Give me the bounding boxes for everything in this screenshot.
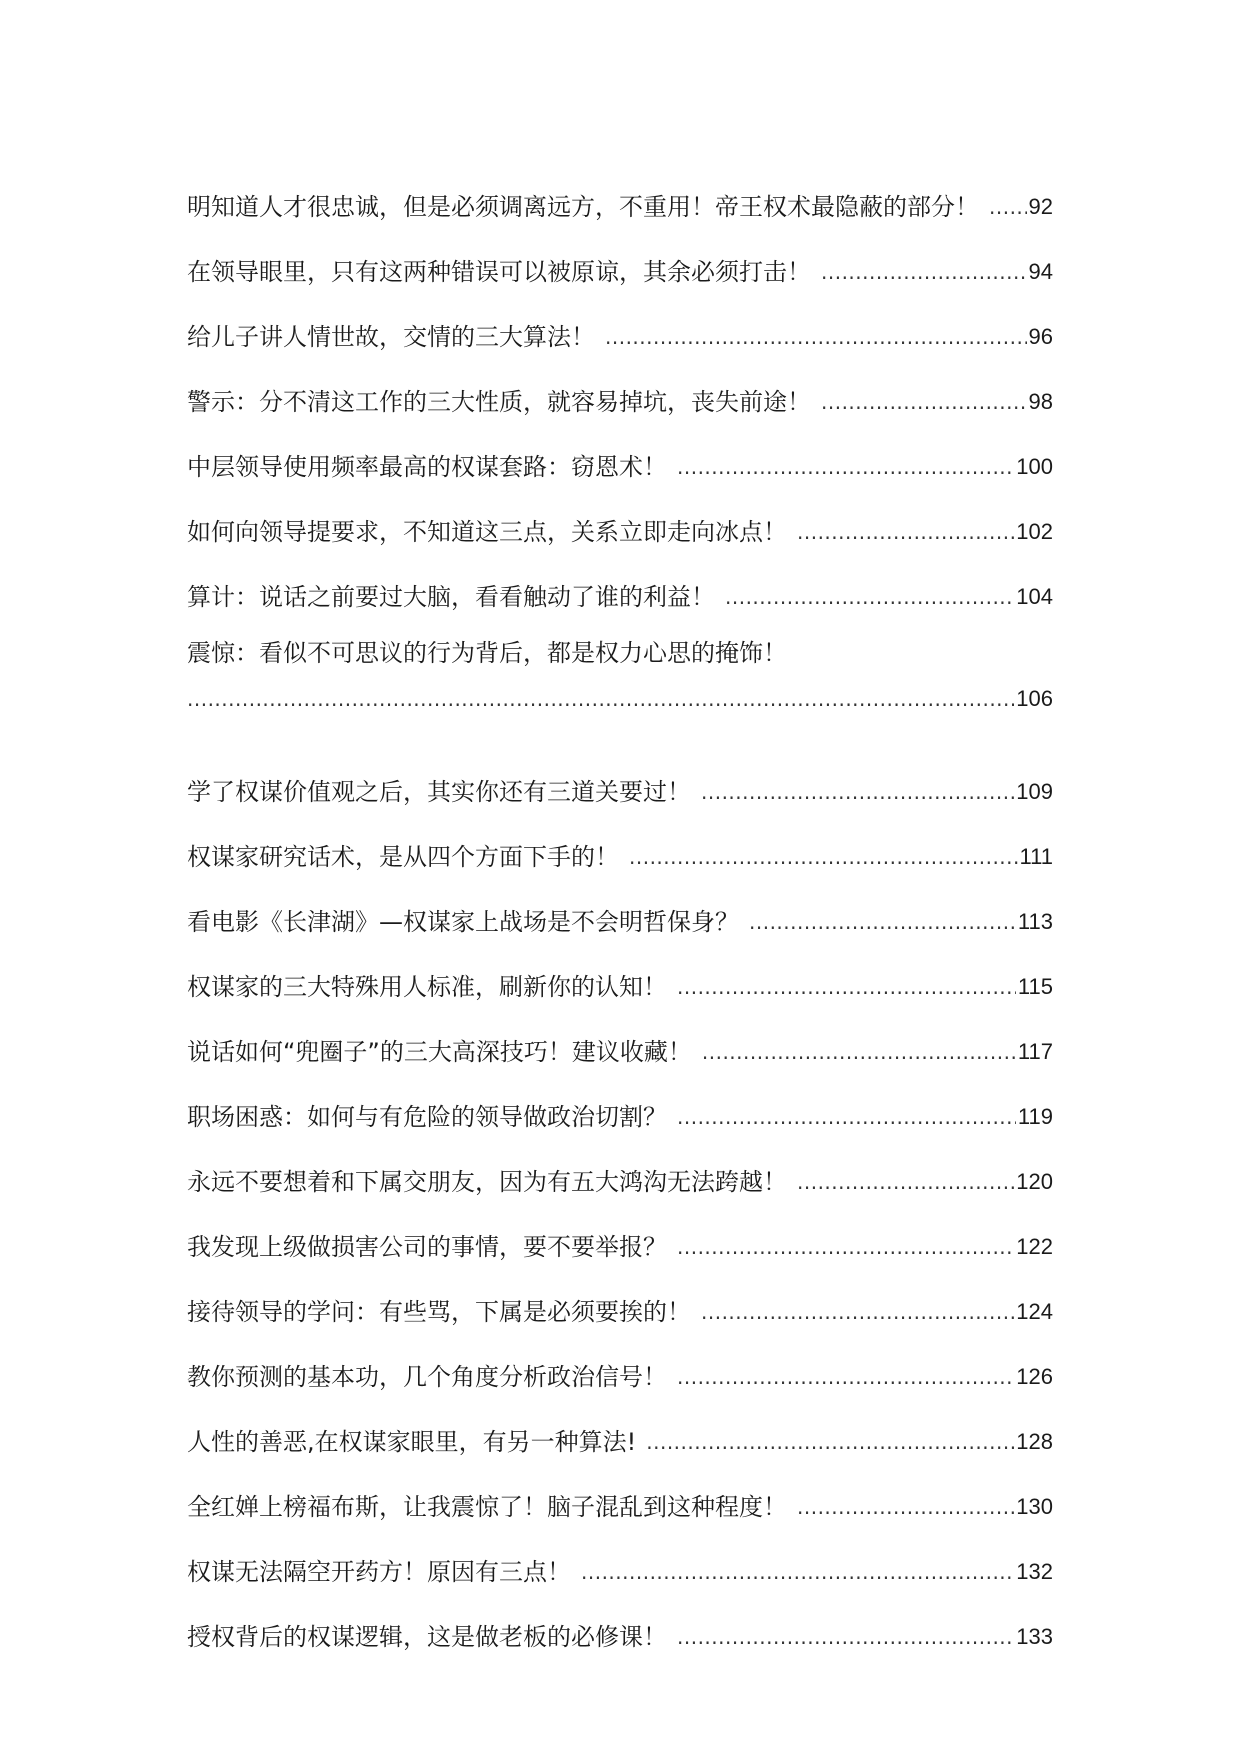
toc-dot-leader — [725, 579, 1014, 615]
toc-entry-title: 全红婵上榜福布斯，让我震惊了！脑子混乱到这种程度！ — [187, 1493, 787, 1521]
toc-entry-continuation — [187, 681, 1053, 717]
toc-entry[interactable] — [187, 635, 1053, 745]
toc-entry[interactable] — [187, 1070, 1053, 1135]
toc-page-number: 109 — [1016, 779, 1053, 804]
toc-page-number: 96 — [1028, 324, 1053, 349]
toc-page-number: 98 — [1028, 389, 1053, 414]
toc-entry-title: 说话如何“兜圈子”的三大高深技巧！建议收藏！ — [187, 1038, 692, 1066]
toc-entry-title: 在领导眼里，只有这两种错误可以被原谅，其余必须打击！ — [187, 258, 811, 286]
toc-page-number: 115 — [1017, 974, 1053, 999]
toc-entry[interactable] — [187, 1330, 1053, 1395]
toc-dot-leader — [701, 774, 1014, 810]
toc-entry-title: 看电影《长津湖》—权谋家上战场是不会明哲保身？ — [187, 908, 739, 936]
toc-dot-leader — [581, 1554, 1014, 1590]
toc-entry-title: 接待领导的学问：有些骂，下属是必须要挨的！ — [187, 1298, 691, 1326]
toc-dot-leader — [701, 1294, 1014, 1330]
toc-dot-leader — [677, 449, 1014, 485]
toc-page-number: 92 — [1028, 194, 1053, 219]
toc-dot-leader — [821, 384, 1027, 420]
toc-dot-leader — [677, 1619, 1014, 1655]
toc-entry-title: 永远不要想着和下属交朋友，因为有五大鸿沟无法跨越！ — [187, 1168, 787, 1196]
toc-entry-title: 权谋家研究话术，是从四个方面下手的！ — [187, 843, 619, 871]
toc-page-number: 133 — [1016, 1624, 1053, 1649]
toc-entry[interactable] — [187, 1460, 1053, 1525]
toc-entry[interactable] — [187, 1525, 1053, 1590]
toc-dot-leader — [797, 514, 1014, 550]
toc-entry-title: 职场困惑：如何与有危险的领导做政治切割？ — [187, 1103, 667, 1131]
toc-entry-title: 权谋家的三大特殊用人标准，刷新你的认知！ — [187, 973, 667, 1001]
toc-entry[interactable] — [187, 550, 1053, 615]
toc-entry[interactable] — [187, 810, 1053, 875]
toc-entry[interactable] — [187, 875, 1053, 940]
toc-entry[interactable] — [187, 1005, 1053, 1070]
toc-entry-title: 中层领导使用频率最高的权谋套路：窃恩术！ — [187, 453, 667, 481]
toc-entry-title: 算计：说话之前要过大脑，看看触动了谁的利益！ — [187, 583, 715, 611]
toc-entry[interactable] — [187, 745, 1053, 810]
toc-page-number: 124 — [1016, 1299, 1053, 1324]
toc-page-number: 126 — [1016, 1364, 1053, 1389]
toc-page-number: 119 — [1017, 1104, 1053, 1129]
toc-entry[interactable] — [187, 355, 1053, 420]
toc-entry[interactable] — [187, 485, 1053, 550]
toc-entry[interactable] — [187, 160, 1053, 225]
toc-entry[interactable] — [187, 940, 1053, 1005]
toc-page-number: 104 — [1016, 584, 1053, 609]
toc-dot-leader — [797, 1164, 1014, 1200]
toc-dot-leader — [702, 1034, 1016, 1070]
toc-page-number: 122 — [1016, 1234, 1053, 1259]
toc-dot-leader — [797, 1489, 1014, 1525]
toc-dot-leader — [677, 1099, 1016, 1135]
toc-page-number: 120 — [1016, 1169, 1053, 1194]
toc-entry-title: 教你预测的基本功，几个角度分析政治信号！ — [187, 1363, 667, 1391]
toc-entry[interactable] — [187, 225, 1053, 290]
toc-entry-title: 我发现上级做损害公司的事情，要不要举报？ — [187, 1233, 667, 1261]
toc-entry[interactable] — [187, 290, 1053, 355]
toc-dot-leader — [677, 1359, 1014, 1395]
toc-entry-title: 人性的善恶,在权谋家眼里，有另一种算法! — [187, 1428, 637, 1456]
toc-entry[interactable] — [187, 420, 1053, 485]
toc-entry[interactable] — [187, 1590, 1053, 1655]
toc-page-number: 111 — [1019, 844, 1053, 869]
toc-entry-title: 给儿子讲人情世故，交情的三大算法！ — [187, 323, 595, 351]
toc-entry-title: 明知道人才很忠诚，但是必须调离远方，不重用！帝王权术最隐蔽的部分！ — [187, 193, 979, 221]
toc-dot-leader — [821, 254, 1027, 290]
toc-page-number: 128 — [1016, 1429, 1053, 1454]
toc-dot-leader — [677, 1229, 1014, 1265]
toc-entry-title: 警示：分不清这工作的三大性质，就容易掉坑，丧失前途！ — [187, 388, 811, 416]
toc-dot-leader — [605, 319, 1027, 355]
table-of-contents — [187, 160, 1053, 1655]
toc-entry[interactable] — [187, 1200, 1053, 1265]
toc-dot-leader — [749, 904, 1016, 940]
toc-dot-leader — [677, 969, 1016, 1005]
toc-entry-title: 震惊：看似不可思议的行为背后，都是权力心思的掩饰！ — [187, 639, 787, 667]
toc-entry-title: 权谋无法隔空开药方！原因有三点！ — [187, 1558, 571, 1586]
toc-entry[interactable] — [187, 1395, 1053, 1460]
toc-entry-title: 授权背后的权谋逻辑，这是做老板的必修课！ — [187, 1623, 667, 1651]
toc-page-number: 100 — [1016, 454, 1053, 479]
toc-dot-leader — [187, 681, 1014, 717]
toc-page-number: 117 — [1017, 1039, 1053, 1064]
toc-page-number: 102 — [1016, 519, 1053, 544]
toc-dot-leader — [629, 839, 1018, 875]
toc-page-number: 94 — [1028, 259, 1053, 284]
toc-dot-leader — [989, 189, 1027, 225]
toc-page-number: 130 — [1016, 1494, 1053, 1519]
toc-dot-leader — [646, 1424, 1014, 1460]
toc-entry[interactable] — [187, 1135, 1053, 1200]
toc-entry-title: 如何向领导提要求，不知道这三点，关系立即走向冰点！ — [187, 518, 787, 546]
toc-entry-title: 学了权谋价值观之后，其实你还有三道关要过！ — [187, 778, 691, 806]
toc-entry[interactable] — [187, 1265, 1053, 1330]
toc-page-number: 113 — [1017, 909, 1053, 934]
toc-page-number: 106 — [1016, 686, 1053, 711]
toc-page-number: 132 — [1016, 1559, 1053, 1584]
